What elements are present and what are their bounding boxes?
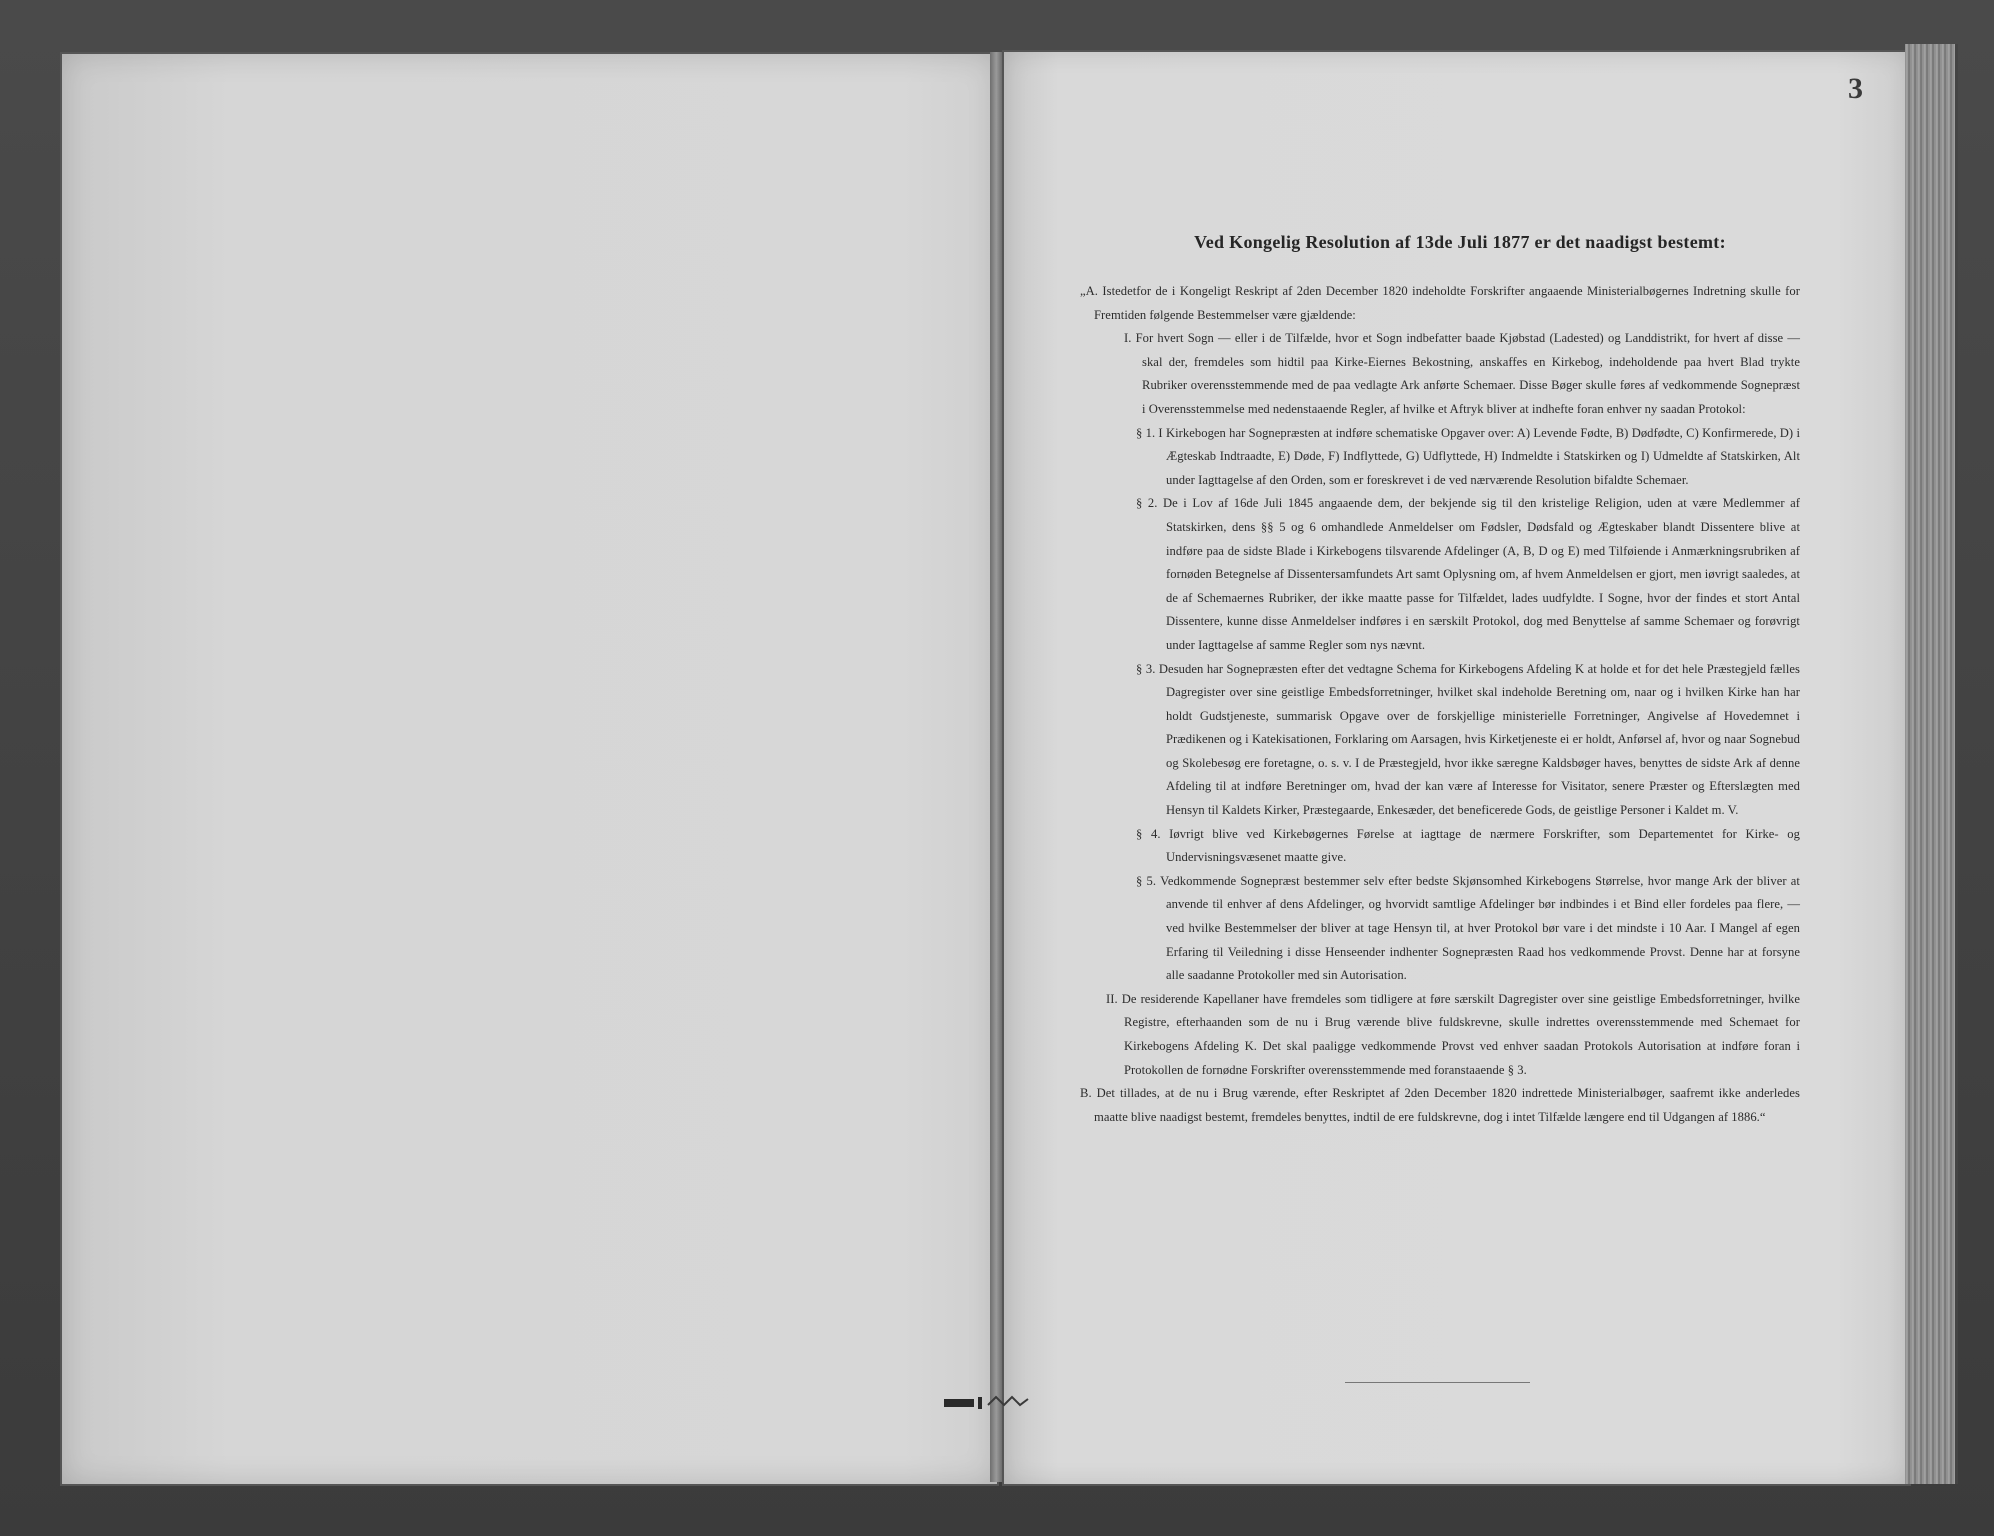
faded-bleed-through: [1100, 162, 1800, 202]
section-3: § 3. Desuden har Sognepræsten efter det vedtagne Schema for Kirkebogens Afdeling K at holde et for det hele Præstegjeld fælles Dagregister over sine geistlige Embedsforretninger, hvilket skal indeholde Beretning om, naar og i hvilken Kirke han har holdt Gudstjeneste, summarisk Opgave over de forskjellige ministerielle Forretninger, Angivelse af Hovedemnet i Prædikenen og i Katekisationen, Forklaring om Aarsagen, hvis Kirketjeneste ei er holdt, Anførsel af, hvor og naar Sognebud og Skolebesøg ere foretagne, o. s. v. I de Præstegjeld, hvor ikke særegne Kaldsbøger haves, benyttes de sidste Ark af denne Afdeling til at indføre Beretninger om, hvad der kan være af Interesse for Visitator, senere Præster og Efterslægten med Hensyn til Kaldets Kirker, Præstegaarde, Enkesæder, det beneficerede Gods, de geistlige Personer i Kaldet m. V.: [1136, 661, 1800, 818]
resolution-text: [1080, 280, 1800, 1129]
resolution-heading: Ved Kongelig Resolution af 13de Juli 1877 er det naadigst bestemt:: [1194, 232, 1726, 252]
paragraph-b: B. Det tillades, at de nu i Brug værende, efter Reskriptet af 2den December 1820 indrettede Ministerialbøger, saafremt ikke anderledes maatte blive naadigst bestemt, fremdeles benyttes, indtil de ere fuldskrevne, dog i intet Tilfælde længere end til Udgangen af 1886.“: [1080, 1086, 1800, 1124]
paragraph-a: „A. Istedetfor de i Kongeligt Reskript af 2den December 1820 indeholdte Forskrifter angaaende Ministerialbøgernes Indretning skulle for Fremtiden følgende Bestemmelser være gjældende:: [1080, 284, 1800, 322]
section-4: § 4. Iøvrigt blive ved Kirkebøgernes Førelse at iagttage de nærmere Forskrifter, som Departementet for Kirke- og Undervisningsvæsenet maatte give.: [1136, 826, 1800, 865]
section-5: § 5. Vedkommende Sognepræst bestemmer selv efter bedste Skjønsomhed Kirkebogens Størrelse, hvor mange Ark der bliver at anvende til enhver af dens Afdelinger, og hvorvidt samtlige Afdelinger bør indbindes i et Bind eller fordeles paa flere, — ved hvilke Bestemmelser der bliver at tage Hensyn til, at hver Protokol bør vare i det mindste i 10 Aar. I Mangel af egen Erfaring til Veiledning i disse Henseender indhenter Sognepræsten Raad hos vedkommende Provst. Denne har at forsyne alle saadanne Protokoller med sin Autorisation.: [1136, 873, 1800, 983]
paragraph-ii: II. De residerende Kapellaner have fremdeles som tidligere at føre særskilt Dagregister over sine geistlige Embedsforretninger, hvilke Registre, efterhaanden som de nu i Brug værende blive fuldskrevne, skulle indrettes overensstemmende med Schemaet for Kirkebogens Afdeling K. Det skal paaligge vedkommende Provst ved enhver saadan Protokols Autorisation at indføre foran i Protokollen de fornødne Forskrifter overensstemmende med foranstaaende § 3.: [1106, 991, 1800, 1077]
left-page-blank: [60, 52, 999, 1486]
section-1: § 1. I Kirkebogen har Sognepræsten at indføre schematiske Opgaver over: A) Levende Fødte, B) Dødfødte, C) Konfirmerede, D) i Ægteskab Indtraadte, E) Døde, F) Indflyttede, G) Udflyttede, H) Indmeldte i Statskirken og I) Udmeldte af Statskirken, Alt under Iagttagelse af den Orden, som er foreskrevet i de ved nærværende Resolution bifaldte Schemaer.: [1136, 425, 1800, 487]
section-2: § 2. De i Lov af 16de Juli 1845 angaaende dem, der bekjende sig til den kristelige Religion, uden at være Medlemmer af Statskirken, dens §§ 5 og 6 omhandlede Anmeldelser om Fødsler, Dødsfald og Ægteskaber blandt Dissentere blive at indføre paa de sidste Blade i Kirkebogens tilsvarende Afdelinger (A, B, D og E) med Tilføiende i Anmærkningsrubriken af fornøden Betegnelse af Dissentersamfundets Art samt Oplysning om, af hvem Anmeldelsen er gjort, men iøvrigt saaledes, at de af Schemaernes Rubriker, der ikke maatte passe for Tilfældet, lades uudfyldte. I Sogne, hvor der findes et stort Antal Dissentere, kunne disse Anmeldelser indføres i en særskilt Protokol, dog med Benyttelse af samme Schemaer og forøvrigt under Iagttagelse af samme Regler som nys nævnt.: [1136, 496, 1800, 652]
binding-stamp-mark: [944, 1393, 1044, 1411]
page-edges: [1905, 44, 1958, 1484]
closing-rule: [1345, 1382, 1530, 1383]
paragraph-i: I. For hvert Sogn — eller i de Tilfælde, hvor et Sogn indbefatter baade Kjøbstad (Ladested) og Landdistrikt, for hvert af disse — skal der, fremdeles som hidtil paa Kirke-Eiernes Bekostning, anskaffes en Kirkebog, indeholdende paa hvert Blad trykte Rubriker overensstemmende med de paa vedlagte Ark anførte Schemaer. Disse Bøger skulle føres af vedkommende Sognepræst i Overensstemmelse med nedenstaaende Regler, af hvilke et Aftryk bliver at indhefte foran enhver ny saadan Protokol:: [1124, 331, 1800, 416]
page-number: 3: [1848, 72, 1863, 105]
